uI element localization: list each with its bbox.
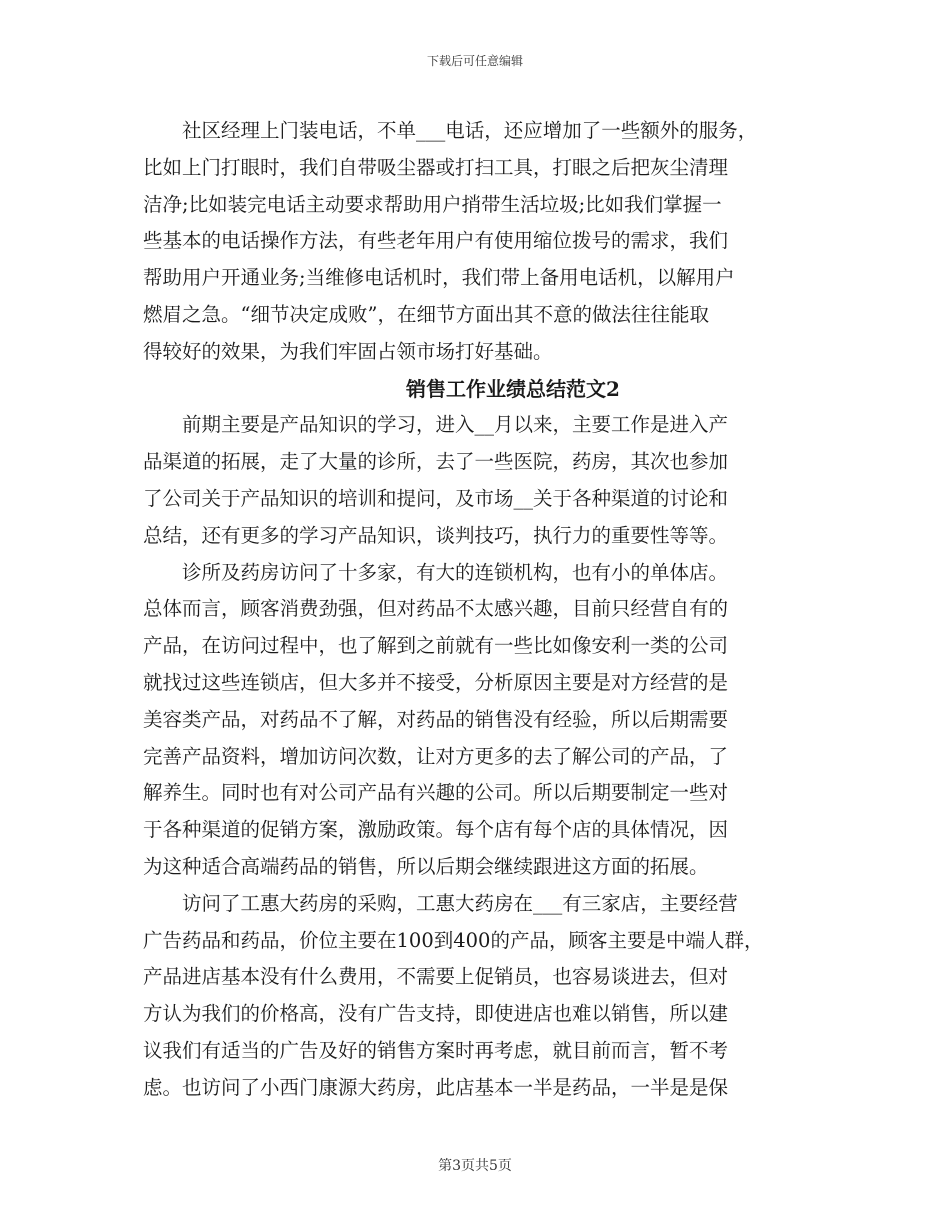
text-line: 比如上门打眼时，我们自带吸尘器或打扫工具，打眼之后把灰尘清理 — [143, 155, 729, 179]
paragraph-4 — [143, 886, 843, 1107]
text-line: 于各种渠道的促销方案，激励政策。每个店有每个店的具体情况，因 — [143, 818, 729, 842]
text-line: 广告药品和药品，价位主要在100到400的产品，顾客主要是中端人群， — [143, 928, 764, 952]
paragraph-1 — [143, 113, 843, 371]
text-line: 方认为我们的价格高，没有广告支持，即使进店也难以销售，所以建 — [143, 1002, 729, 1026]
text-line: 议我们有适当的广告及好的销售方案时再考虑，就目前而言，暂不考 — [143, 1038, 729, 1062]
paragraph-3 — [143, 555, 843, 886]
section-title: 销售工作业绩总结范文2 — [406, 376, 620, 401]
page-header: 下载后可任意编辑 — [426, 54, 523, 68]
text-line: 美容类产品，对药品不了解，对药品的销售没有经验，所以后期需要 — [143, 707, 729, 731]
text-line: 虑。也访问了小西门康源大药房，此店基本一半是药品，一半是是保 — [143, 1075, 729, 1099]
text-line: 前期主要是产品知识的学习，进入__月以来，主要工作是进入产 — [143, 413, 729, 437]
text-line: 访问了工惠大药房的采购，工惠大药房在___有三家店，主要经营 — [143, 891, 738, 915]
text-line: 社区经理上门装电话，不单___电话，还应增加了一些额外的服务， — [143, 119, 758, 142]
text-line: 品渠道的拓展，走了大量的诊所，去了一些医院，药房，其次也参加 — [143, 450, 729, 474]
text-line: 总体而言，顾客消费劲强，但对药品不太感兴趣，目前只经营自有的 — [143, 597, 729, 621]
text-line: 洁净;比如装完电话主动要求帮助用户捎带生活垃圾;比如我们掌握一 — [143, 192, 722, 216]
text-line: 了公司关于产品知识的培训和提问，及市场__关于各种渠道的讨论和 — [143, 486, 729, 510]
text-line: 就找过这些连锁店，但大多并不接受，分析原因主要是对方经营的是 — [143, 670, 729, 694]
text-line: 产品，在访问过程中，也了解到之前就有一些比如像安利一类的公司 — [143, 634, 729, 658]
text-line: 解养生。同时也有对公司产品有兴趣的公司。所以后期要制定一些对 — [143, 781, 729, 805]
text-line: 燃眉之急。“细节决定成败”，在细节方面出其不意的做法往往能取 — [143, 302, 709, 326]
text-line: 得较好的效果，为我们牢固占领市场打好基础。 — [143, 339, 553, 363]
page-footer: 第3页共5页 — [438, 1158, 512, 1174]
paragraph-2 — [143, 407, 843, 554]
text-line: 为这种适合高端药品的销售，所以后期会继续跟进这方面的拓展。 — [143, 854, 709, 878]
text-line: 诊所及药房访问了十多家，有大的连锁机构，也有小的单体店。 — [143, 560, 729, 584]
text-line: 产品进店基本没有什么费用，不需要上促销员，也容易谈进去，但对 — [143, 965, 729, 989]
text-line: 帮助用户开通业务;当维修电话机时，我们带上备用电话机，以解用户 — [143, 266, 735, 290]
text-line: 些基本的电话操作方法，有些老年用户有使用缩位拨号的需求，我们 — [143, 229, 729, 253]
document-body — [143, 113, 843, 1107]
text-line: 完善产品资料，增加访问次数，让对方更多的去了解公司的产品，了 — [143, 744, 729, 768]
text-line: 总结，还有更多的学习产品知识，谈判技巧，执行力的重要性等等。 — [143, 523, 729, 547]
